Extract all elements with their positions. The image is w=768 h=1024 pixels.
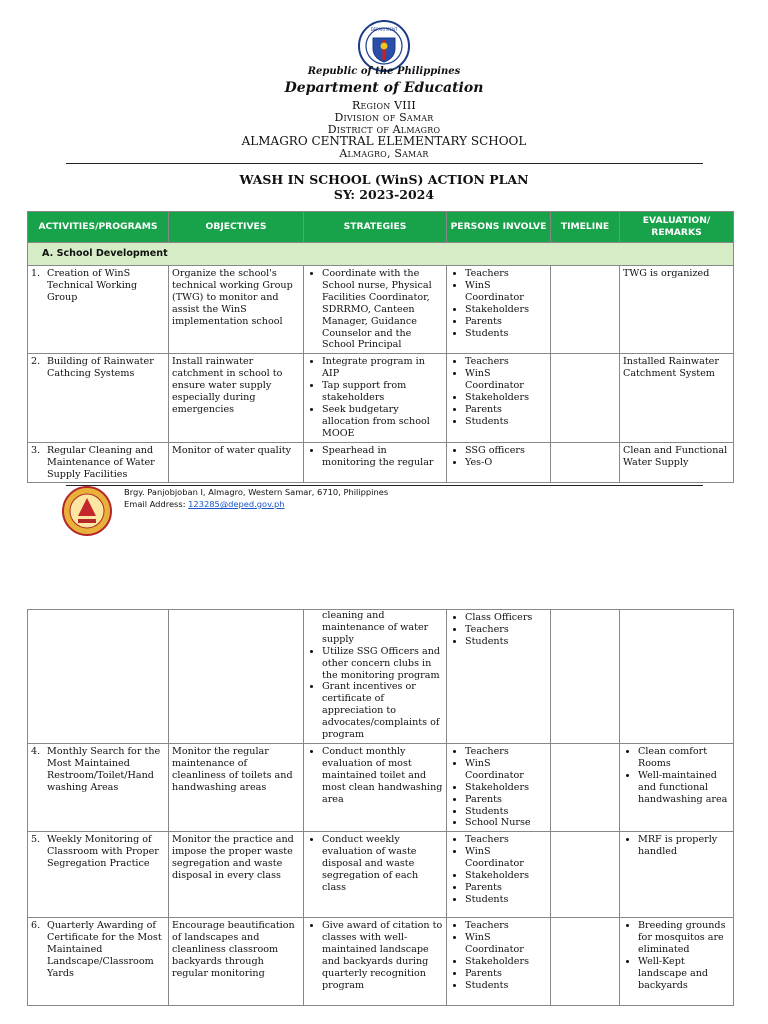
timeline-cell <box>551 610 620 744</box>
activity-cell <box>28 354 169 442</box>
person-item-list <box>450 356 547 427</box>
svg-text:DEPARTMENT: DEPARTMENT <box>370 27 398 32</box>
item-number: 6. <box>31 920 41 932</box>
deped-seal-icon <box>358 20 410 72</box>
column-header: PERSONS INVOLVE <box>447 212 551 243</box>
remarks-cell <box>620 832 734 918</box>
activity-text: Weekly Monitoring of Classroom with Proper Segregation Practice <box>47 834 159 870</box>
person-item: • Students <box>465 636 547 648</box>
activity-text: Creation of WinS Technical Working Group <box>47 268 138 303</box>
person-item: • WinS Coordinator <box>465 368 547 392</box>
action-plan-table <box>27 211 734 483</box>
item-number: 3. <box>31 444 41 456</box>
table-row <box>28 354 734 442</box>
person-item: • WinS Coordinator <box>465 758 547 782</box>
email-label: Email Address: <box>124 499 189 509</box>
table-row <box>28 918 734 1006</box>
person-item: • Teachers <box>465 746 547 758</box>
person-item: • SSG officers <box>465 445 547 457</box>
person-item: • Teachers <box>465 624 547 636</box>
table-row <box>28 442 734 483</box>
person-item: • Students <box>465 806 547 818</box>
table-row <box>28 743 734 831</box>
persons-cell <box>447 354 551 442</box>
activity-text: Regular Cleaning and Maintenance of Water Supply Facilities <box>47 444 155 480</box>
column-header: STRATEGIES <box>304 212 447 243</box>
activity-item <box>31 268 165 304</box>
strategies-cell <box>304 266 447 354</box>
person-item: • Students <box>465 416 547 428</box>
strategies-cell <box>304 743 447 831</box>
strategy-item-list <box>307 746 443 806</box>
person-item: • Stakeholders <box>465 782 547 794</box>
strategy-item-list <box>307 445 443 469</box>
person-item: • Class Officers <box>465 612 547 624</box>
person-item: • Stakeholders <box>465 956 547 968</box>
person-item: • School Nurse <box>465 817 547 829</box>
person-item: • WinS Coordinator <box>465 932 547 956</box>
objective-cell: Organize the school's technical working Group (TWG) to monitor and assist the WinS implementation school <box>169 266 304 354</box>
person-item: • Teachers <box>465 920 547 932</box>
timeline-cell <box>551 354 620 442</box>
action-plan-table-continued <box>27 609 734 1006</box>
strategy-item: • Coordinate with the School nurse, Physical Facilities Coordinator, SDRRMO, Canteen Manager, Guidance Counselor and the School Principal <box>322 268 443 351</box>
department-name: Department of Education <box>284 80 484 96</box>
persons-cell <box>447 918 551 1006</box>
activity-item <box>31 746 165 794</box>
remarks-cell <box>620 610 734 744</box>
person-item-list <box>450 920 547 991</box>
person-item: • Teachers <box>465 268 547 280</box>
person-item: • Teachers <box>465 834 547 846</box>
strategy-item-list <box>307 268 443 351</box>
objective-cell: Monitor the practice and impose the proper waste segregation and waste disposal in every class <box>169 832 304 918</box>
column-header: ACTIVITIES/PROGRAMS <box>28 212 169 243</box>
strategy-item: • Grant incentives or certificate of appreciation to advocates/complaints of program <box>322 681 443 741</box>
strategy-item-list <box>307 920 443 991</box>
person-item: • Parents <box>465 404 547 416</box>
remark-item: • Well-maintained and functional handwashing area <box>638 770 730 806</box>
activity-item <box>31 356 165 380</box>
remarks-cell <box>620 743 734 831</box>
remark-item: • Well-Kept landscape and backyards <box>638 956 730 992</box>
timeline-cell <box>551 266 620 354</box>
objective-cell: Install rainwater catchment in school to ensure water supply especially during emergencies <box>169 354 304 442</box>
activity-cell <box>28 442 169 483</box>
strategy-continued-text: cleaning and maintenance of water supply <box>322 610 429 645</box>
remark-item-list <box>623 834 730 858</box>
activity-text: Monthly Search for the Most Maintained Restroom/Toilet/Hand washing Areas <box>47 745 161 793</box>
item-number: 2. <box>31 356 41 368</box>
activity-cell <box>28 610 169 744</box>
objective-cell: Monitor the regular maintenance of cleanliness of toilets and handwashing areas <box>169 743 304 831</box>
remarks-cell: TWG is organized <box>620 266 734 354</box>
strategy-item-list <box>307 356 443 439</box>
remark-item: • Clean comfort Rooms <box>638 746 730 770</box>
person-item-list <box>450 746 547 829</box>
persons-cell <box>447 442 551 483</box>
remark-item: • Breeding grounds for mosquitos are eliminated <box>638 920 730 956</box>
school-year: SY: 2023-2024 <box>333 187 435 202</box>
persons-cell <box>447 832 551 918</box>
activity-cell <box>28 743 169 831</box>
remarks-cell <box>620 918 734 1006</box>
email-link[interactable]: 123285@deped.gov.ph <box>188 499 285 509</box>
activity-item <box>31 834 165 870</box>
strategies-cell <box>304 442 447 483</box>
region-line: Region VIII <box>352 99 416 112</box>
person-item: • Students <box>465 328 547 340</box>
remark-item: • MRF is properly handled <box>638 834 730 858</box>
remarks-cell: Installed Rainwater Catchment System <box>620 354 734 442</box>
timeline-cell <box>551 918 620 1006</box>
person-item: • WinS Coordinator <box>465 280 547 304</box>
plan-title: WASH IN SCHOOL (WinS) ACTION PLAN <box>239 172 529 187</box>
activity-item <box>31 920 165 980</box>
activity-cell <box>28 832 169 918</box>
person-item: • Stakeholders <box>465 392 547 404</box>
objective-cell <box>169 610 304 744</box>
strategy-item: • Conduct weekly evaluation of waste disposal and waste segregation of each class <box>322 834 443 894</box>
person-item: • Students <box>465 894 547 906</box>
item-number: 5. <box>31 834 41 846</box>
person-item: • Parents <box>465 882 547 894</box>
strategy-item: • Utilize SSG Officers and other concern clubs in the monitoring program <box>322 646 443 682</box>
table-row <box>28 832 734 918</box>
strategy-item: • Integrate program in AIP <box>322 356 443 380</box>
strategy-item: • Spearhead in monitoring the regular <box>322 445 443 469</box>
strategies-cell <box>304 832 447 918</box>
school-address: Brgy. Panjobjoban I, Almagro, Western Samar, 6710, Philippines <box>124 487 389 497</box>
school-name: ALMAGRO CENTRAL ELEMENTARY SCHOOL <box>241 134 527 148</box>
table-row <box>28 610 734 744</box>
remark-item-list <box>623 746 730 806</box>
division-line: Division of Samar <box>334 111 434 124</box>
republic-line: Republic of the Philippines <box>307 66 461 77</box>
activity-text: Building of Rainwater Cathcing Systems <box>47 356 154 380</box>
persons-cell <box>447 610 551 744</box>
section-title: A. School Development <box>28 243 734 266</box>
strategies-cell <box>304 918 447 1006</box>
section-row <box>28 243 734 266</box>
column-header: TIMELINE <box>551 212 620 243</box>
person-item-list <box>450 445 547 469</box>
person-item: • Parents <box>465 316 547 328</box>
activity-cell <box>28 918 169 1006</box>
person-item: • Parents <box>465 968 547 980</box>
strategies-cell <box>304 354 447 442</box>
strategy-item: • Give award of citation to classes with well-maintained landscape and backyards during quarterly recognition program <box>322 920 443 991</box>
timeline-cell <box>551 442 620 483</box>
person-item-list <box>450 268 547 339</box>
activity-text: Quarterly Awarding of Certificate for the Most Maintained Landscape/Classroom Yards <box>47 920 162 979</box>
person-item: • Yes-O <box>465 457 547 469</box>
remarks-cell: Clean and Functional Water Supply <box>620 442 734 483</box>
person-item: • Teachers <box>465 356 547 368</box>
objective-cell: Encourage beautification of landscapes and cleanliness classroom backyards through regular monitoring <box>169 918 304 1006</box>
person-item: • Stakeholders <box>465 870 547 882</box>
person-item: • Students <box>465 980 547 992</box>
strategy-item: • Conduct monthly evaluation of most maintained toilet and most clean handwashing area <box>322 746 443 806</box>
column-header: OBJECTIVES <box>169 212 304 243</box>
persons-cell <box>447 743 551 831</box>
column-header: EVALUATION/ REMARKS <box>620 212 734 243</box>
strategy-item: • Tap support from stakeholders <box>322 380 443 404</box>
school-seal-icon <box>62 486 112 536</box>
email-line <box>124 498 285 510</box>
header-divider <box>66 163 703 164</box>
strategy-item: • Seek budgetary allocation from school MOOE <box>322 404 443 440</box>
strategies-cell <box>304 610 447 744</box>
timeline-cell <box>551 743 620 831</box>
activity-cell <box>28 266 169 354</box>
item-number: 4. <box>31 745 41 757</box>
district-line: District of Almagro <box>327 123 441 136</box>
person-item: • Stakeholders <box>465 304 547 316</box>
table-header-row <box>28 212 734 243</box>
person-item: • Parents <box>465 794 547 806</box>
strategy-item-list <box>307 834 443 894</box>
person-item-list <box>450 834 547 905</box>
item-number: 1. <box>31 268 41 279</box>
activity-item <box>31 445 165 481</box>
table-row <box>28 266 734 354</box>
objective-cell: Monitor of water quality <box>169 442 304 483</box>
remark-item-list <box>623 920 730 991</box>
timeline-cell <box>551 832 620 918</box>
location-line: Almagro, Samar <box>339 147 429 160</box>
person-item: • WinS Coordinator <box>465 846 547 870</box>
persons-cell <box>447 266 551 354</box>
